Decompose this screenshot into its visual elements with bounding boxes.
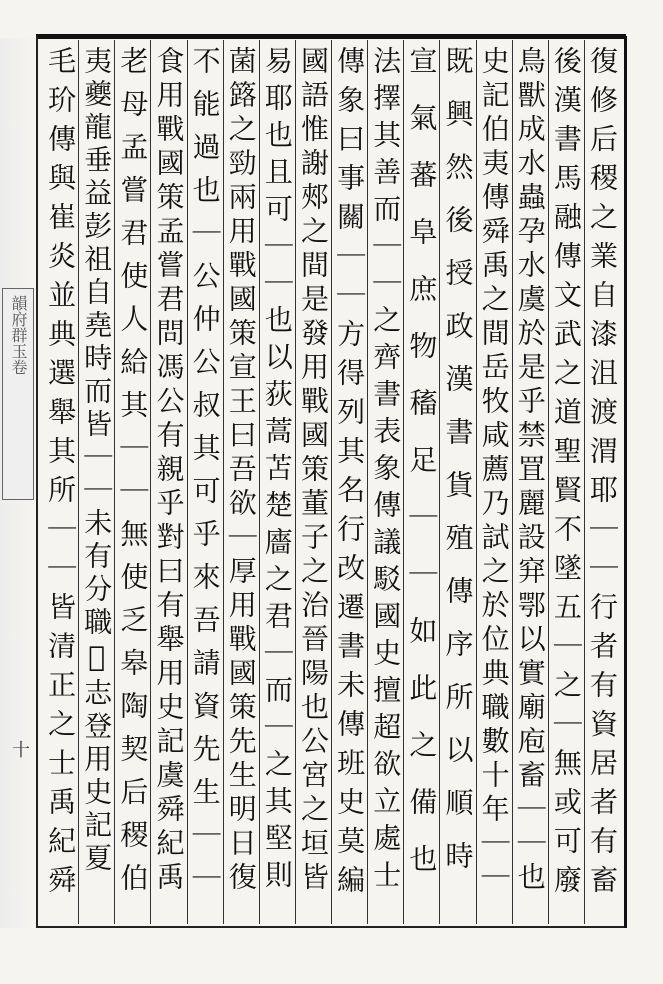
column-text: 宣氣蕃阜庶物稸足｜｜如此之備也 (405, 46, 439, 901)
frame-top-border (36, 34, 626, 39)
column-text: 老母孟嘗君使人給其｜｜無使乏皋陶契后稷伯 (116, 46, 150, 906)
frame-bottom-border (36, 926, 626, 928)
column-text: 復修后稷之業自漆沮渡渭耶｜｜行者有資居者有畜 (585, 46, 619, 904)
column-text: 不能過也｜公仲公叔其可乎來吾請資先生｜｜ (188, 46, 222, 906)
column-text: 史記伯夷傳舜禹之間岳牧咸薦乃試之於位典職數十年｜｜ (477, 46, 511, 896)
text-column (38, 46, 82, 922)
column-text: 傳象曰事關｜｜方得列其名行改遷書未傳班史莫編 (333, 46, 367, 904)
column-text: 鳥獸成水蟲孕水虞於是乎禁罝麗設穽鄂以實廟庖畜｜｜也 (513, 46, 547, 896)
column-text: 既興然後授政漢書貨殖傳序所以順時 (441, 46, 475, 894)
column-text: 易耶也且可｜｜也以荻蒿苫楚廧之君｜而｜之其堅則 (260, 46, 294, 897)
gutter-label: 韻府群玉卷 (9, 295, 28, 375)
gutter-label-box (2, 288, 34, 500)
column-text: 國語惟謝郟之間是發用戰國策董子之治晉陽也公宮之垣皆 (296, 46, 330, 896)
folio-number: 十 (12, 740, 30, 761)
column-text: 夷夔龍垂益彭祖自堯時而皆｜｜未有分職𧺖志登用史記夏 (80, 46, 114, 876)
column-text: 菌簬之勁兩用戰國策宣王曰吾欲｜厚用戰國策先生明日復 (224, 46, 258, 896)
column-text: 毛玠傳與崔炎並典選舉其所｜｜皆清正之士禹紀舜 (44, 46, 78, 904)
column-text: 後漢書馬融傳文武之道聖賢不墜五｜之｜無或可廢 (549, 46, 583, 904)
column-text: 法擇其善而｜｜之齊書表象傳議駁國史擅超欲立處士 (369, 46, 403, 897)
frame-right-border (624, 36, 627, 928)
column-text: 食用戰國策孟嘗君問馮公有親乎對曰有舉用史記虞舜紀禹 (152, 46, 186, 896)
